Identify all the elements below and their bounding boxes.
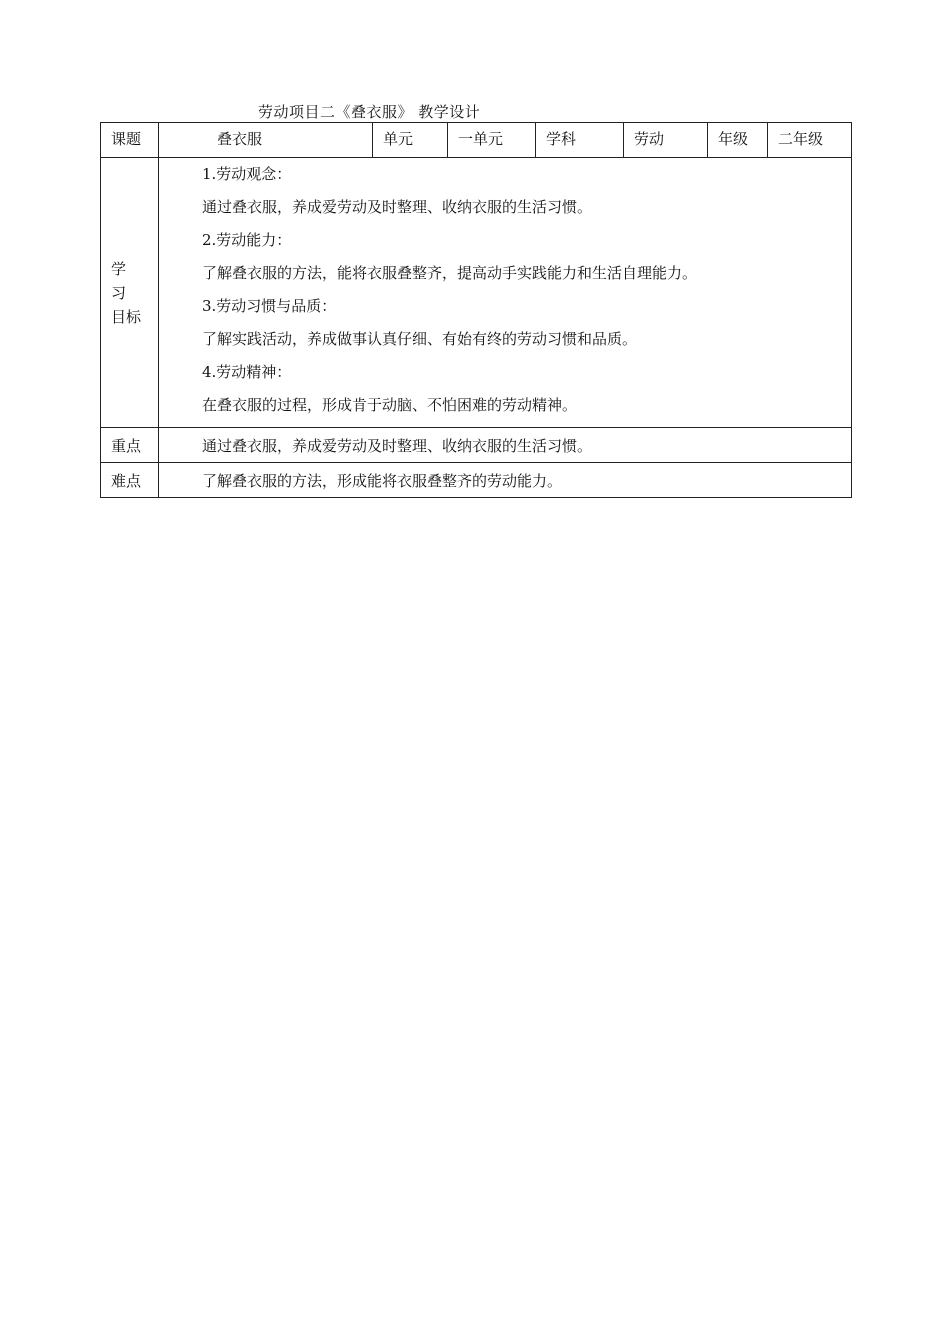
objective-heading: 3.劳动习惯与品质：	[202, 297, 337, 315]
unit-label-cell	[373, 123, 448, 158]
objectives-content-cell	[159, 158, 852, 428]
key-point-content-cell	[159, 428, 852, 463]
key-point-label: 重点	[111, 437, 142, 455]
objectives-label-line1: 学习	[111, 259, 139, 302]
objective-text: 了解实践活动，养成做事认真仔细、有始有终的劳动习惯和品质。	[202, 330, 638, 348]
unit-label: 单元	[383, 130, 414, 148]
topic-label: 课题	[111, 130, 142, 148]
difficulty-label: 难点	[111, 472, 142, 490]
objective-text: 了解叠衣服的方法，能将衣服叠整齐，提高动手实践能力和生活自理能力。	[202, 264, 698, 282]
objectives-label-line2: 目标	[111, 307, 142, 326]
grade-value: 二年级	[778, 130, 824, 148]
objectives-row	[101, 158, 852, 428]
key-point-row	[101, 428, 852, 463]
grade-label: 年级	[718, 130, 749, 148]
unit-value-cell	[448, 123, 536, 158]
objective-text: 在叠衣服的过程，形成肯于动脑、不怕困难的劳动精神。	[202, 396, 578, 414]
objective-heading: 4.劳动精神：	[202, 363, 292, 381]
topic-label-cell	[101, 123, 159, 158]
subject-label: 学科	[546, 130, 577, 148]
difficulty-text: 了解叠衣服的方法，形成能将衣服叠整齐的劳动能力。	[202, 472, 563, 490]
grade-value-cell	[768, 123, 852, 158]
difficulty-label-cell	[101, 463, 159, 498]
subject-value-cell	[624, 123, 708, 158]
difficulty-content-cell	[159, 463, 852, 498]
grade-label-cell	[708, 123, 768, 158]
subject-value: 劳动	[634, 130, 665, 148]
unit-value: 一单元	[458, 130, 504, 148]
header-row	[101, 123, 852, 158]
subject-label-cell	[536, 123, 624, 158]
objective-heading: 1.劳动观念：	[202, 165, 292, 183]
difficulty-row	[101, 463, 852, 498]
key-point-label-cell	[101, 428, 159, 463]
document-title: 劳动项目二《叠衣服》 教学设计	[258, 103, 481, 121]
key-point-text: 通过叠衣服，养成爱劳动及时整理、收纳衣服的生活习惯。	[202, 437, 593, 455]
topic-value-cell	[159, 123, 373, 158]
objectives-label-cell	[101, 158, 159, 428]
objective-text: 通过叠衣服，养成爱劳动及时整理、收纳衣服的生活习惯。	[202, 198, 593, 216]
lesson-plan-table	[100, 122, 852, 498]
topic-value: 叠衣服	[217, 130, 263, 148]
objective-heading: 2.劳动能力：	[202, 231, 292, 249]
